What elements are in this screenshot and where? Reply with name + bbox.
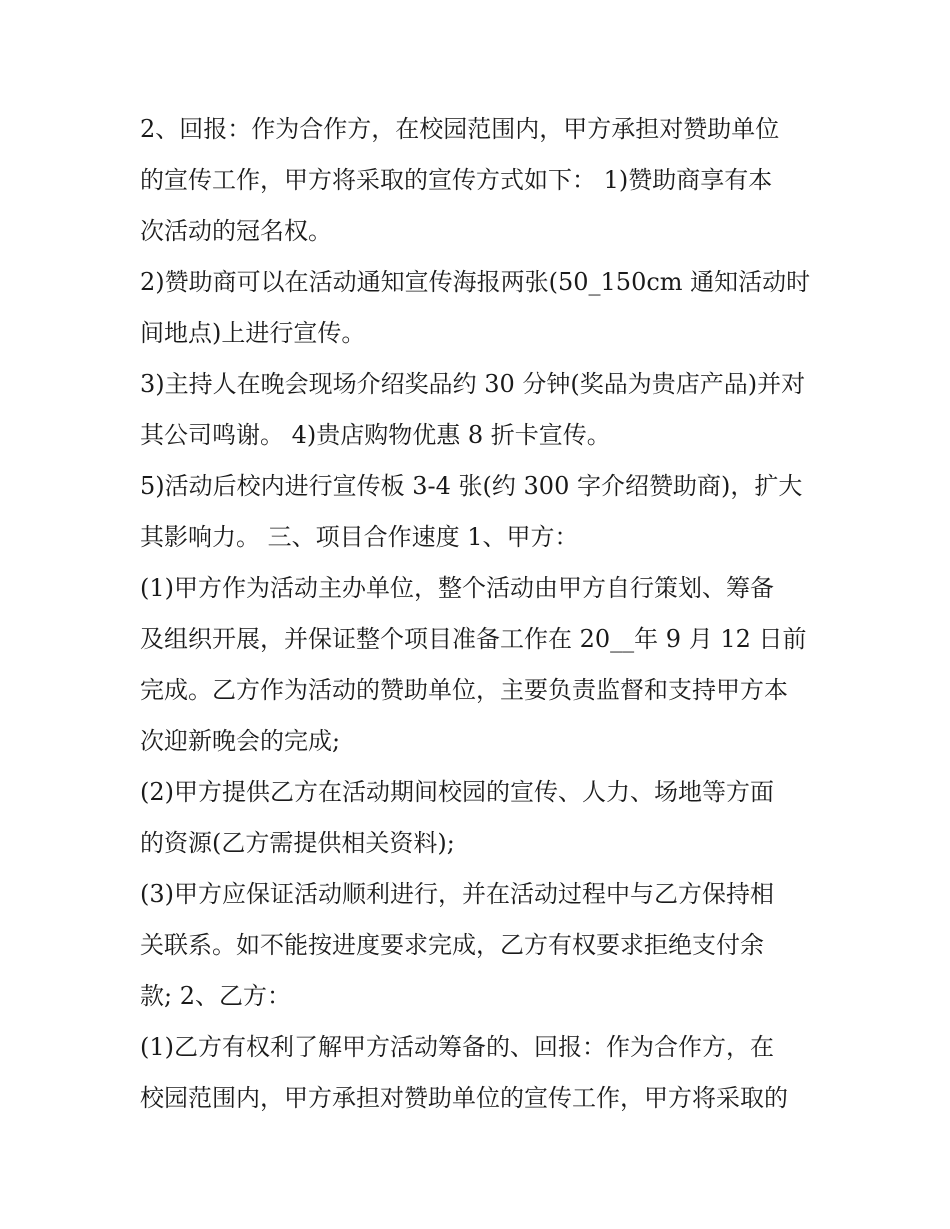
text-line: 次活动的冠名权。 [140, 217, 332, 245]
text-line: 关联系。如不能按进度要求完成，乙方有权要求拒绝支付余 [140, 931, 764, 959]
text-line: 的资源(乙方需提供相关资料); [140, 829, 455, 857]
text-line: 其公司鸣谢。 4)贵店购物优惠 8 折卡宣传。 [140, 421, 611, 449]
text-line: (2)甲方提供乙方在活动期间校园的宣传、人力、场地等方面 [140, 778, 774, 806]
text-line: 款; 2、乙方： [140, 982, 291, 1010]
text-line: 及组织开展，并保证整个项目准备工作在 20__年 9 月 12 日前 [140, 625, 807, 653]
text-line: 校园范围内，甲方承担对赞助单位的宣传工作，甲方将采取的 [140, 1084, 788, 1112]
text-line: 次迎新晚会的完成; [140, 727, 341, 755]
text-line: 5)活动后校内进行宣传板 3-4 张(约 300 字介绍赞助商)，扩大 [140, 472, 803, 500]
text-line: 完成。乙方作为活动的赞助单位，主要负责监督和支持甲方本 [140, 676, 788, 704]
document-body [140, 104, 820, 1124]
text-line: (1)甲方作为活动主办单位，整个活动由甲方自行策划、筹备 [140, 574, 774, 602]
text-line: 2)赞助商可以在活动通知宣传海报两张(50_150cm 通知活动时 [140, 268, 811, 296]
text-line: (3)甲方应保证活动顺利进行，并在活动过程中与乙方保持相 [140, 880, 774, 908]
text-line: 的宣传工作，甲方将采取的宣传方式如下： 1)赞助商享有本 [140, 166, 773, 194]
text-line: 3)主持人在晚会现场介绍奖品约 30 分钟(奖品为贵店产品)并对 [140, 370, 806, 398]
text-line: 间地点)上进行宣传。 [140, 319, 366, 347]
text-line: 其影响力。 三、项目合作速度 1、甲方： [140, 523, 579, 551]
text-line: (1)乙方有权利了解甲方活动筹备的、回报：作为合作方，在 [140, 1033, 774, 1061]
text-line: 2、回报：作为合作方，在校园范围内，甲方承担对赞助单位 [140, 115, 780, 143]
